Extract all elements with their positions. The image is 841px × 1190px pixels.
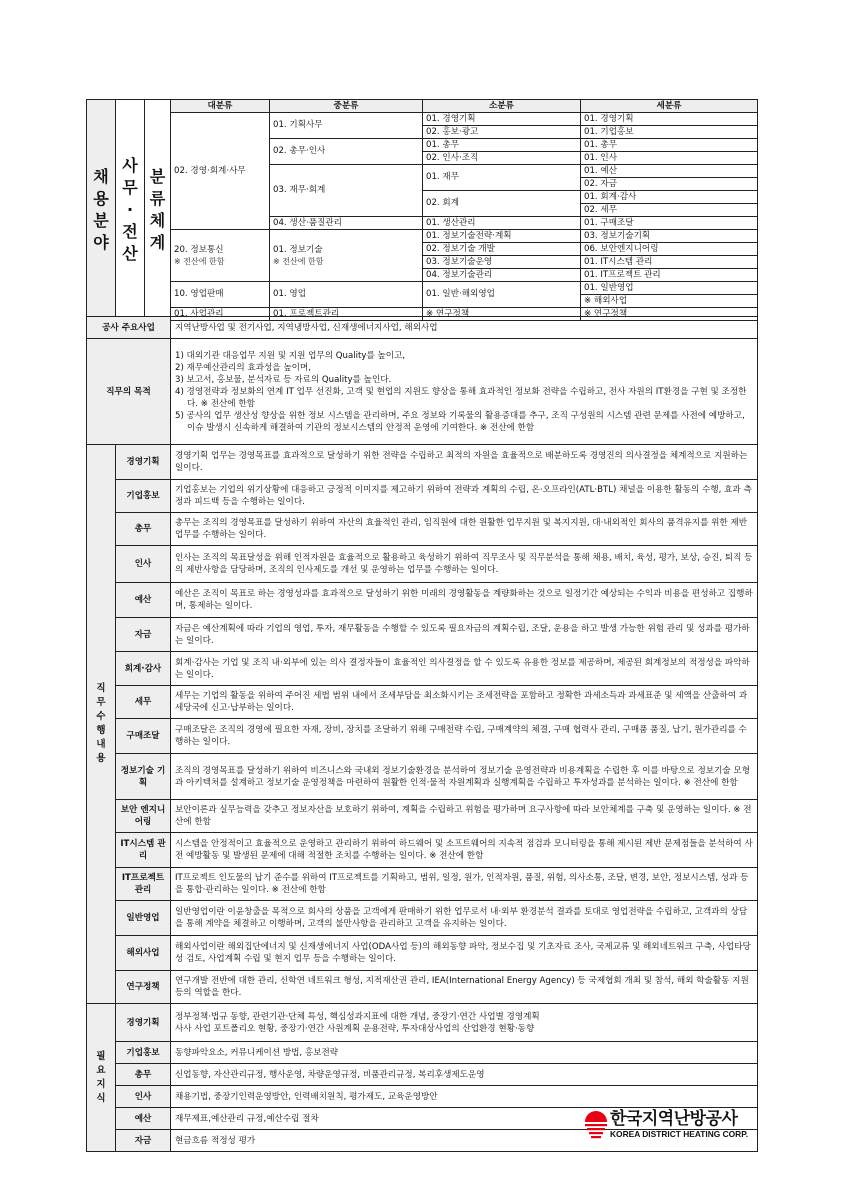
business-label: 공사 주요사업 — [87, 317, 171, 339]
duty-description: 경영기획 업무는 경영목표를 효과적으로 달성하기 위한 전략을 수립하고 최적의 자원을 효율적으로 배분하도록 경영진의 의사결정을 체계적으로 지원하는 일이다. — [171, 445, 758, 480]
header-major: 대분류 — [171, 100, 270, 113]
small-cell: 01. 정보기술전략·계획 — [423, 230, 581, 243]
detail-cell: 01. 구매조달 — [581, 217, 758, 230]
classification-system-label: 분류체계 — [145, 100, 171, 321]
knowledge-description: 정부정책·법규 동향, 관련기관·단체 특성, 핵심성과지표에 대한 개념, 중장기·연간 사업별 경영계획 사사 사업 포트폴리오 현황, 중장기·연간 사원계획 운용전략, 투자대상사업의 산업환경 현황·동향 — [171, 1004, 758, 1042]
detail-cell: 02. 자금 — [581, 178, 758, 191]
purpose-cell — [171, 339, 758, 445]
detail-cell: 01. 회계·감사 — [581, 191, 758, 204]
duty-name: 해외사업 — [116, 936, 171, 971]
knowledge-description: 재무제표,예산관리 규정,예산수립 절차 — [171, 1108, 758, 1130]
duty-description: 인사는 조직의 목표달성을 위해 인적자원을 효율적으로 활용하고 육성하기 위하여 직무조사 및 직무분석을 통해 채용, 배치, 육성, 평가, 보상, 승진, 퇴직 등의 제반사항을 담당하며, 조직의 인사제도를 개선 및 운영하는 업무를 수행하는 일이다. — [171, 546, 758, 583]
detail-cell: 01. 인사 — [581, 152, 758, 165]
logo-korean-name: 한국지역난방공사 — [610, 1109, 738, 1129]
duties-section — [87, 445, 758, 1004]
knowledge-description: 채용기법, 중장기인력운영방안, 인력배치원칙, 평가제도, 교육운영방안 — [171, 1086, 758, 1108]
purpose-list — [175, 346, 753, 438]
duty-description: 기업홍보는 기업의 위기상황에 대응하고 긍정적 이미지를 제고하기 위하여 전략과 계획의 수립, 온·오프라인(ATL·BTL) 채널을 이용한 활동의 수행, 효과 측정과 피드백 등을 수행하는 일이다. — [171, 480, 758, 513]
duty-description: 해외사업이란 해외집단에너지 및 신재생에너지 사업(ODA사업 등)의 해외동향 파악, 정보수집 및 기초자료 조사, 국제교류 및 해외네트워크 구축, 사업타당성 검토, 사업계획 수립 및 현지 업무 등을 수행하는 일이다. — [171, 936, 758, 971]
detail-cell: 01. 기업홍보 — [581, 126, 758, 139]
duty-name: 구매조달 — [116, 719, 171, 754]
major-note: ※ 전산에 한함 — [174, 256, 225, 266]
knowledge-description: 현금흐름 적정성 평가 — [171, 1130, 758, 1152]
small-cell: 01. 재무 — [423, 165, 581, 191]
duty-name: 보안 엔지니어링 — [116, 800, 171, 833]
small-cell: 01. 경영기획 — [423, 113, 581, 126]
mid-note: ※ 전산에 한함 — [273, 256, 324, 266]
duty-name: 예산 — [116, 583, 171, 618]
duty-description: 예산은 조직이 목표로 하는 경영성과를 효과적으로 달성하기 위한 미래의 경영활동을 계량화하는 것으로 일정기간 예상되는 수익과 비용을 편성하고 집행하며, 통제하는 일이다. — [171, 583, 758, 618]
mid-cell: 01. 영업 — [270, 282, 423, 308]
small-cell: 02. 인사·조직 — [423, 152, 581, 165]
classification-table — [86, 99, 758, 321]
duty-name: IT프로젝트 관리 — [116, 868, 171, 901]
business-text: 지역난방사업 및 전기사업, 지역냉방사업, 신재생에너지사업, 해외사업 — [171, 317, 758, 339]
header-mid: 중분류 — [270, 100, 423, 113]
major-cell: 10. 영업판매 — [171, 282, 270, 308]
small-cell: 01. 총무 — [423, 139, 581, 152]
duty-description: 일반영업이란 이윤창출을 목적으로 회사의 상품을 고객에게 판매하기 위한 업무로서 내·외부 환경분석 결과를 토대로 영업전략을 수립하고, 고객과의 상담을 통해 계약을 체결하고 이행하며, 고객의 불만사항을 관리하고 고객을 유지하는 일이다. — [171, 901, 758, 936]
duty-name: 일반영업 — [116, 901, 171, 936]
duty-description: 시스템을 안정적이고 효율적으로 운영하고 관리하기 위하여 하드웨어 및 소프트웨어의 지속적 점검과 모니터링을 통해 제시된 제반 문제점들을 분석하여 사전 예방활동 및 발생된 문제에 대해 적절한 조치를 수행하는 일이다. ※ 전산에 한함 — [171, 833, 758, 868]
duty-description: 연구개발 전반에 대한 관리, 신학연 네트워크 형성, 지적재산권 관리, IEA(International Energy Agency) 등 국제협회 개최 및 참석, 해외 학술활동 지원 등의 역할을 한다. — [171, 971, 758, 1004]
detail-cell: ※ 해외사업 — [581, 295, 758, 308]
logo-english-name: KOREA DISTRICT HEATING CORP. — [610, 1129, 749, 1139]
knowledge-name: 자금 — [116, 1130, 171, 1152]
duty-section-label — [87, 445, 116, 1004]
duty-name: 연구정책 — [116, 971, 171, 1004]
knowledge-name: 기업홍보 — [116, 1042, 171, 1064]
small-cell: 02. 회계 — [423, 191, 581, 217]
duty-section-label-text: 직무수행내용 — [96, 683, 106, 764]
major-cell — [171, 230, 270, 282]
detail-cell: 01. 예산 — [581, 165, 758, 178]
purpose-item: 1) 대외기관 대응업무 지원 및 지원 업무의 Quality를 높이고, — [175, 350, 406, 361]
duty-description: 조직의 경영목표를 달성하기 위하여 비즈니스와 국내외 정보기술환경을 분석하여 정보기술 운영전략과 비용계획을 수립한 후 이를 바탕으로 정보기술 모형과 아키텍처를 설계하고 정보기술 운영정책을 마련하여 원활한 인적·물적 자원계획과 실행계획을 수립하고 투자성과를 분석하는 일이다. ※ 전산에 한함 — [171, 754, 758, 800]
duty-description: 구매조달은 조직의 경영에 필요한 자재, 장비, 장치를 조달하기 위해 구매전략 수립, 구매계약의 체결, 구매 협력사 관리, 구매품 품질, 납기, 원가관리를 수행하는 일이다. — [171, 719, 758, 754]
purpose-item: 2) 재무예산관리의 효과성을 높이며, — [175, 362, 311, 373]
knowledge-name: 경영기획 — [116, 1004, 171, 1042]
purpose-item: 5) 공사의 업무 생산성 향상을 위한 정보 시스템을 관리하며, 주요 정보와 기록물의 활용증대를 추구, 조직 구성원의 시스템 관련 문제를 사전에 예방하고, 이슈 발생시 신속하게 해결하여 기관의 정보시스템의 안정적 운영에 기여한다. ※ 전산에 한함 — [175, 410, 745, 433]
duty-name: 경영기획 — [116, 445, 171, 480]
small-cell: 01. 생산관리 — [423, 217, 581, 230]
detail-cell: ※ 연구정책 — [581, 308, 758, 321]
duty-name: 세무 — [116, 686, 171, 719]
duty-name: 기업홍보 — [116, 480, 171, 513]
detail-cell: 03. 정보기술기획 — [581, 230, 758, 243]
detail-cell: 06. 보안엔지니어링 — [581, 243, 758, 256]
knowledge-section-label-text: 필요지식 — [96, 1050, 106, 1104]
knowledge-description: 동향파악요소, 커뮤니케이션 방법, 홍보전략 — [171, 1042, 758, 1064]
purpose-label: 직무의 목적 — [87, 339, 171, 445]
small-cell: 02. 정보기술 개발 — [423, 243, 581, 256]
duty-description: IT프로젝트 인도물의 납기 준수를 위하여 IT프로젝트를 기획하고, 범위, 일정, 원가, 인적자원, 품질, 위험, 의사소통, 조달, 변경, 보안, 정보시스템, 성과 등을 통합·관리하는 일이다. ※ 전산에 한함 — [171, 868, 758, 901]
duty-name: 회계·감사 — [116, 652, 171, 686]
mid-cell: 04. 생산·품질관리 — [270, 217, 423, 230]
duty-description: 세무는 기업의 활동을 위하여 주어진 세법 범위 내에서 조세부담을 최소화시키는 조세전략을 포함하고 정확한 과세소득과 과세표준 및 세액을 산출하여 과세당국에 신고·납부하는 일이다. — [171, 686, 758, 719]
knowledge-name: 총무 — [116, 1064, 171, 1086]
duty-description: 자금은 예산계획에 따라 기업의 영업, 투자, 재무활동을 수행할 수 있도록 필요자금의 계획수립, 조달, 운용을 하고 발생 가능한 위험 관리 및 성과를 평가하는 일이다. — [171, 618, 758, 652]
duty-name: 자금 — [116, 618, 171, 652]
duty-description: 보안이론과 실무능력을 갖추고 정보자산을 보호하기 위하여, 계획을 수립하고 위험을 평가하며 요구사항에 따라 보안체계를 구축 및 운영하는 일이다. ※ 전산에 한함 — [171, 800, 758, 833]
knowledge-section-label — [87, 1004, 116, 1152]
header-small: 소분류 — [423, 100, 581, 113]
detail-cell: 02. 세무 — [581, 204, 758, 217]
recruit-field-label: 채용분야 — [87, 100, 116, 321]
mid-cell: 01. 기획사무 — [270, 113, 423, 139]
company-logo — [584, 1109, 754, 1141]
major-cell: 01. 사업관리 — [171, 308, 270, 321]
knowledge-name: 예산 — [116, 1108, 171, 1130]
job-group-label: 사무·전산 — [116, 100, 145, 321]
small-cell: 02. 홍보·광고 — [423, 126, 581, 139]
purpose-item: 4) 경영전략과 정보화의 연계 IT 업무 선진화, 고객 및 현업의 지원도 향상을 통해 효과적인 정보화 전략을 수립하고, 전사 자원의 IT환경을 구현 및 조정한다. ※ 전산에 한함 — [175, 386, 747, 409]
detail-cell: 01. 총무 — [581, 139, 758, 152]
small-cell: ※ 연구정책 — [423, 308, 581, 321]
duty-description: 총무는 조직의 경영목표를 달성하기 위하여 자산의 효율적인 관리, 임직원에 대한 원활한 업무지원 및 복지지원, 대·내외적인 회사의 품격유지를 위한 제반 업무를 수행하는 일이다. — [171, 513, 758, 546]
knowledge-name: 인사 — [116, 1086, 171, 1108]
mid-label: 01. 정보기술 — [273, 244, 323, 255]
major-cell: 02. 경영·회계·사무 — [171, 113, 270, 230]
small-cell: 03. 정보기술운영 — [423, 256, 581, 269]
mid-cell: 01. 프로젝트관리 — [270, 308, 423, 321]
duty-name: 총무 — [116, 513, 171, 546]
purpose-item: 3) 보고서, 홍보물, 분석자료 등 자료의 Quality를 높인다. — [175, 374, 392, 385]
detail-cell: 01. 경영기획 — [581, 113, 758, 126]
logo-symbol-icon — [584, 1110, 608, 1140]
knowledge-description: 신업동향, 자산관리규정, 행사운영, 차량운영규정, 비품관리규정, 복리후생제도운영 — [171, 1064, 758, 1086]
job-description-table — [86, 316, 758, 1152]
detail-cell: 01. 일반영업 — [581, 282, 758, 295]
duty-name: IT시스템 관리 — [116, 833, 171, 868]
small-cell: 04. 정보기술관리 — [423, 269, 581, 282]
small-cell: 01. 일반·해외영업 — [423, 282, 581, 308]
duty-name: 인사 — [116, 546, 171, 583]
mid-cell — [270, 230, 423, 282]
mid-cell: 03. 재무·회계 — [270, 165, 423, 217]
duty-name: 정보기술 기획 — [116, 754, 171, 800]
header-detail: 세분류 — [581, 100, 758, 113]
major-label: 20. 정보통신 — [174, 244, 224, 255]
detail-cell: 01. IT시스템 관리 — [581, 256, 758, 269]
detail-cell: 01. IT프로젝트 관리 — [581, 269, 758, 282]
duty-description: 회계·감사는 기업 및 조직 내·외부에 있는 의사 결정자들이 효율적인 의사결정을 할 수 있도록 유용한 정보를 제공하며, 제공된 회계정보의 적정성을 파악하는 일이다. — [171, 652, 758, 686]
mid-cell: 02. 총무·인사 — [270, 139, 423, 165]
